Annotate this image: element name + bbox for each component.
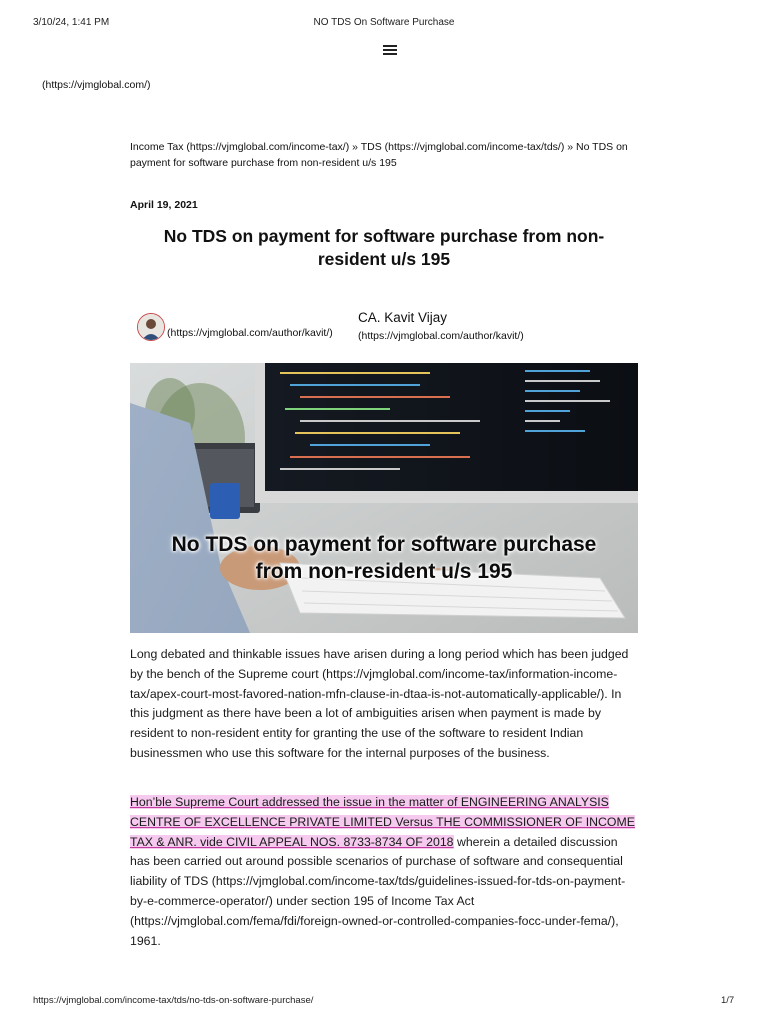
article-paragraph-2 — [130, 793, 640, 951]
hero-caption — [130, 531, 638, 585]
breadcrumb[interactable]: Income Tax (https://vjmglobal.com/income-tax/) » TDS (https://vjmglobal.com/income-tax/tds/) » No TDS on payment for software purchase from non-resident u/s 195 — [130, 141, 628, 169]
print-footer-url: https://vjmglobal.com/income-tax/tds/no-tds-on-software-purchase/ — [33, 995, 314, 1006]
hamburger-menu-icon[interactable] — [383, 45, 397, 55]
hero-caption-line2: from non-resident u/s 195 — [255, 560, 513, 583]
hero-caption-line1: No TDS on payment for software purchase — [171, 533, 597, 556]
computer-desk-illustration — [130, 363, 638, 633]
author-avatar[interactable] — [137, 313, 165, 341]
person-icon — [138, 314, 164, 340]
highlighted-text: Hon’ble Supreme Court addressed the issue in the matter of ENGINEERING ANALYSIS CENTRE OF EXCELLENCE PRIVATE LIMITED Versus THE COMMISSIONER OF INCOME TAX & ANR. vide CIVIL APPEAL NOS. 8733-8734 OF 2018 — [130, 795, 635, 849]
paragraph-2-rest: wherein a detailed discussion has been carried out around possible scenarios of purchase of software and consequential liability of TDS (https://vjmglobal.com/income-tax/tds/guidelines-issued-for-tds-on-payment-by-e-commerce-operator/) under section 195 of Income Tax Act (https://vjmglobal.com/fema/fdi/foreign-owned-or-controlled-companies-focc-under-fema/), 1961. — [130, 834, 626, 948]
author-avatar-link[interactable]: (https://vjmglobal.com/author/kavit/) — [167, 327, 333, 339]
article-title: No TDS on payment for software purchase from non-resident u/s 195 — [163, 226, 605, 269]
site-logo-link[interactable]: (https://vjmglobal.com/) — [42, 79, 151, 91]
print-page-number: 1/7 — [721, 995, 735, 1006]
print-datetime: 3/10/24, 1:41 PM — [33, 17, 110, 28]
article-date: April 19, 2021 — [130, 199, 198, 211]
author-name-link[interactable]: (https://vjmglobal.com/author/kavit/) — [358, 330, 524, 342]
article-paragraph-1: Long debated and thinkable issues have arisen during a long period which has been judged by the bench of the Supreme court (https://vjmglobal.com/income-tax/information-income-tax/apex-court-most-favored-nation-mfn-clause-in-dtaa-is-not-automatically-applicable/). In this judgment as there have been a lot of ambiguities arisen when payment is made by resident to non-resident entity for granting the use of the software to resident Indian businessmen who use this software for the internal purposes of the business. — [130, 647, 629, 760]
author-name[interactable]: CA. Kavit Vijay — [358, 310, 448, 325]
hero-image — [130, 363, 638, 633]
print-doc-title: NO TDS On Software Purchase — [313, 17, 455, 28]
